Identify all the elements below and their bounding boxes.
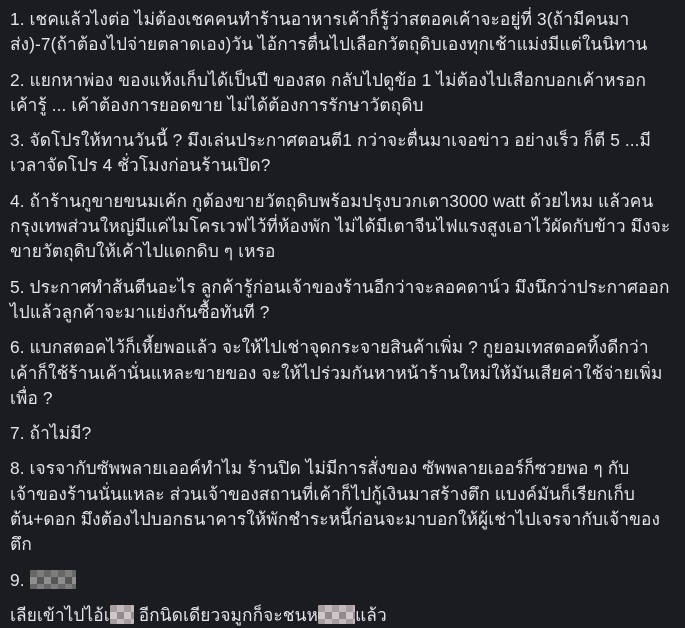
censored-text-block [110, 605, 134, 624]
paragraph-text: 5. ประกาศทำส้นตีนอะไร ลูกค้ารู้ก่อนเจ้าของร้านอีกว่าจะลอคดาน์ว มึงนึกว่าประกาศออกไปแล้วลูกค้าจะมาแย่งกันซื้อทันที ? [10, 276, 670, 322]
paragraph-text: 9. [10, 569, 30, 590]
paragraph-text: 7. ถ้าไม่มี? [10, 423, 92, 444]
post-paragraph [10, 456, 677, 557]
post-paragraph [10, 68, 677, 119]
post-paragraph [10, 603, 677, 628]
post-paragraph [10, 568, 677, 593]
censored-text-block [30, 570, 76, 589]
post-paragraph [10, 335, 677, 411]
post-paragraph [10, 275, 677, 326]
post-paragraph [10, 421, 677, 446]
post-paragraph [10, 128, 677, 179]
paragraph-text: 1. เชคแล้วไงต่อ ไม่ต้องเชคคนทำร้านอาหารเค้าก็รู้ว่าสตอคเค้าจะอยู่ที่ 3(ถ้ามีคนมาส่ง)-7(ถ้าต้องไปจ่ายตลาดเอง)วัน ไอ้การตื่นไปเลือกวัตถุดิบเองทุกเช้าแม่งมีแต่ในนิทาน [10, 9, 648, 55]
paragraph-text: แล้ว [355, 604, 387, 625]
paragraph-text: อีกนิดเดียวจมูกก็จะชนห [133, 604, 319, 625]
paragraph-text: 6. แบกสตอคไว้ก็เหี้ยพอแล้ว จะให้ไปเช่าจุดกระจายสินค้าเพิ่ม ? กูยอมเทสตอคทิ้งดีกว่า เค้าก็ใช้ร้านเค้านั่นแหละขายของ จะให้ไปร่วมกันหาหน้าร้านใหม่ให้มันเสียค่าใช้จ่ายเพิ่มเพื่อ ? [10, 337, 663, 408]
censored-text-block [318, 605, 355, 624]
paragraph-text: เลียเข้าไปไอ้เ [10, 604, 110, 625]
paragraph-text: 4. ถ้าร้านกูขายขนมเค้ก กูต้องขายวัตถุดิบพร้อมปรุงบวกเตา3000 watt ด้วยไหม แล้วคนกรุงเทพส่วนใหญ่มีแค่ไมโครเวฟไว้ที่ห้องพัก ไม่ได้มีเตาจีนไฟแรงสูงเอาไว้ผัดกับข้าว มึงจะขายวัตถุดิบให้เค้าไปแดกดิบ ๆ เหรอ [10, 190, 671, 262]
paragraph-text: 8. เจรจากับซัพพลายเออค์ทำไม ร้านปิด ไม่มีการสั่งของ ซัพพลายเออร์ก็ซวยพอ ๆ กับเจ้าของร้านนั่นแหละ ส่วนเจ้าของสถานที่เค้าก็ไปกู้เงินมาสร้างตึก แบงค์มันก็เรียกเก็บต้น+ดอก มึงต้องไปบอกธนาคารให้พักชำระหนี้ก่อนจะมาบอกให้ผู้เช่าไปเจรจากับเจ้าของตึก [10, 458, 661, 555]
paragraph-text: 2. แยกหาพ่อง ของแห้งเก็บได้เป็นปี ของสด กลับไปดูข้อ 1 ไม่ต้องไปเสือกบอกเค้าหรอก เค้ารู้ ... เค้าต้องการยอดขาย ไม่ได้ต้องการรักษาวัตถุดิบ [10, 69, 647, 115]
post-paragraph [10, 189, 677, 265]
post-paragraph [10, 7, 677, 58]
paragraph-text: 3. จัดโปรให้ทานวันนี้ ? มึงเล่นประกาศตอนตี1 กว่าจะตื่นมาเจอข่าว อย่างเร็ว ก็ตี 5 ...มีเวลาจัดโปร 4 ชั่วโมงก่อนร้านเปิด? [10, 130, 652, 176]
